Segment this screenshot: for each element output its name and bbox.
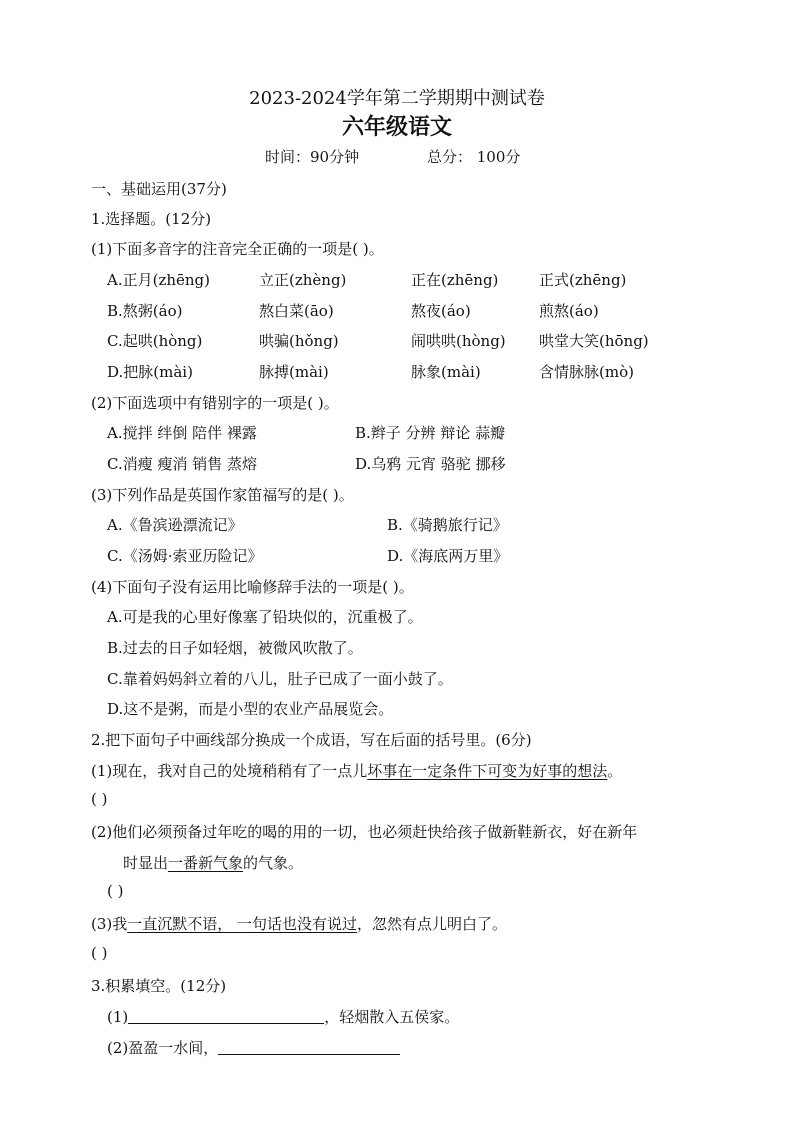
question-2-heading: 2.把下面句子中画线部分换成一个成语，写在后面的括号里。(6分)	[91, 731, 532, 749]
fill-blank-line[interactable]	[128, 1009, 324, 1024]
exam-title: 2023-2024学年第二学期期中测试卷	[249, 88, 545, 109]
q2-underlined-phrase: 坏事在一定条件下可变为好事的想法	[367, 762, 608, 780]
question-3-heading: 3.积累填空。(12分)	[91, 977, 227, 995]
q1-sub1-row: 熬白菜(āo)	[259, 302, 334, 320]
fill-blank-line[interactable]	[218, 1040, 400, 1055]
q1-sub4-option: B.过去的日子如轻烟，被微风吹散了。	[107, 639, 363, 657]
q1-sub1-row: D.把脉(mài)	[107, 363, 193, 381]
q2-answer-parentheses: ( )	[91, 944, 108, 962]
q1-sub1-row: 含情脉脉(mò)	[539, 363, 634, 381]
q1-sub1-row: A.正月(zhēng)	[107, 271, 211, 289]
q1-sub1-row: 正式(zhēng)	[539, 271, 627, 289]
q1-sub1-row: 脉象(mài)	[411, 363, 481, 381]
q3-fill-2: (2)盈盈一水间，	[107, 1037, 400, 1058]
q1-sub1-row: 熬夜(áo)	[411, 302, 471, 320]
q2-underlined-phrase: 一直沉默不语， 一句话也没有说过	[127, 915, 358, 933]
q1-sub1-row: 脉搏(mài)	[259, 363, 329, 381]
q2-sentence-2: (2)他们必须预备过年吃的喝的用的一切，也必须赶快给孩子做新鞋新衣，好在新年	[91, 823, 638, 841]
q1-sub2-stem: (2)下面选项中有错别字的一项是( )。	[91, 394, 339, 412]
q1-sub4-stem: (4)下面句子没有运用比喻修辞手法的一项是( )。	[91, 578, 414, 596]
q1-sub1-row: 立正(zhèng)	[259, 271, 347, 289]
q2-underlined-phrase: 一番新气象	[168, 854, 244, 872]
q2-answer-parentheses: ( )	[91, 790, 108, 808]
q1-sub3-option: D.《海底两万里》	[387, 547, 509, 565]
q1-sub3-stem: (3)下列作品是英国作家笛福写的是( )。	[91, 486, 354, 504]
q1-sub3-option: B.《骑鹅旅行记》	[387, 516, 508, 534]
q1-sub4-option: D.这不是粥，而是小型的农业产品展览会。	[107, 700, 394, 718]
q1-sub2-option: B.辫子 分辨 辩论 蒜瓣	[355, 424, 506, 442]
q1-sub4-option: A.可是我的心里好像塞了铅块似的，沉重极了。	[107, 608, 423, 626]
q1-sub2-option: A.搅拌 绊倒 陪伴 裸露	[107, 424, 257, 442]
q1-sub3-option: C.《汤姆·索亚历险记》	[107, 547, 263, 565]
exam-subtitle: 六年级语文	[341, 114, 452, 140]
q1-sub1-row: 煎熬(áo)	[539, 302, 599, 320]
q1-sub1-row: B.熬粥(áo)	[107, 302, 183, 320]
q1-sub1-row: 正在(zhēng)	[411, 271, 499, 289]
q1-sub1-row: C.起哄(hòng)	[107, 332, 203, 350]
exam-time: 时间：90分钟	[265, 148, 360, 166]
q3-fill-1: (1) ，轻烟散入五侯家。	[107, 1008, 460, 1026]
q2-sentence-3: (3)我一直沉默不语， 一句话也没有说过，忽然有点儿明白了。	[91, 915, 508, 933]
q1-sub1-row: 哄堂大笑(hōng)	[539, 332, 649, 350]
q1-sub2-option: D.乌鸦 元宵 骆驼 挪移	[355, 455, 506, 473]
q1-sub3-option: A.《鲁滨逊漂流记》	[107, 516, 243, 534]
q1-sub4-option: C.靠着妈妈斜立着的八儿，肚子已成了一面小鼓了。	[107, 670, 453, 688]
q2-sentence-1: (1)现在，我对自己的处境稍稍有了一点儿坏事在一定条件下可变为好事的想法。	[91, 762, 623, 780]
question-1-heading: 1.选择题。(12分)	[91, 210, 212, 228]
q2-sentence-2-cont: 时显出一番新气象的气象。	[123, 854, 304, 872]
exam-score: 总分： 100分	[427, 148, 521, 166]
q1-sub1-stem: (1)下面多音字的注音完全正确的一项是( )。	[91, 240, 384, 258]
q1-sub1-row: 哄骗(hǒng)	[259, 332, 339, 350]
q1-sub2-option: C.消瘦 瘦消 销售 蒸熔	[107, 455, 258, 473]
section-heading: 一、基础运用(37分)	[91, 180, 227, 198]
q1-sub1-row: 闹哄哄(hòng)	[411, 332, 506, 350]
q2-answer-parentheses: ( )	[107, 882, 124, 900]
